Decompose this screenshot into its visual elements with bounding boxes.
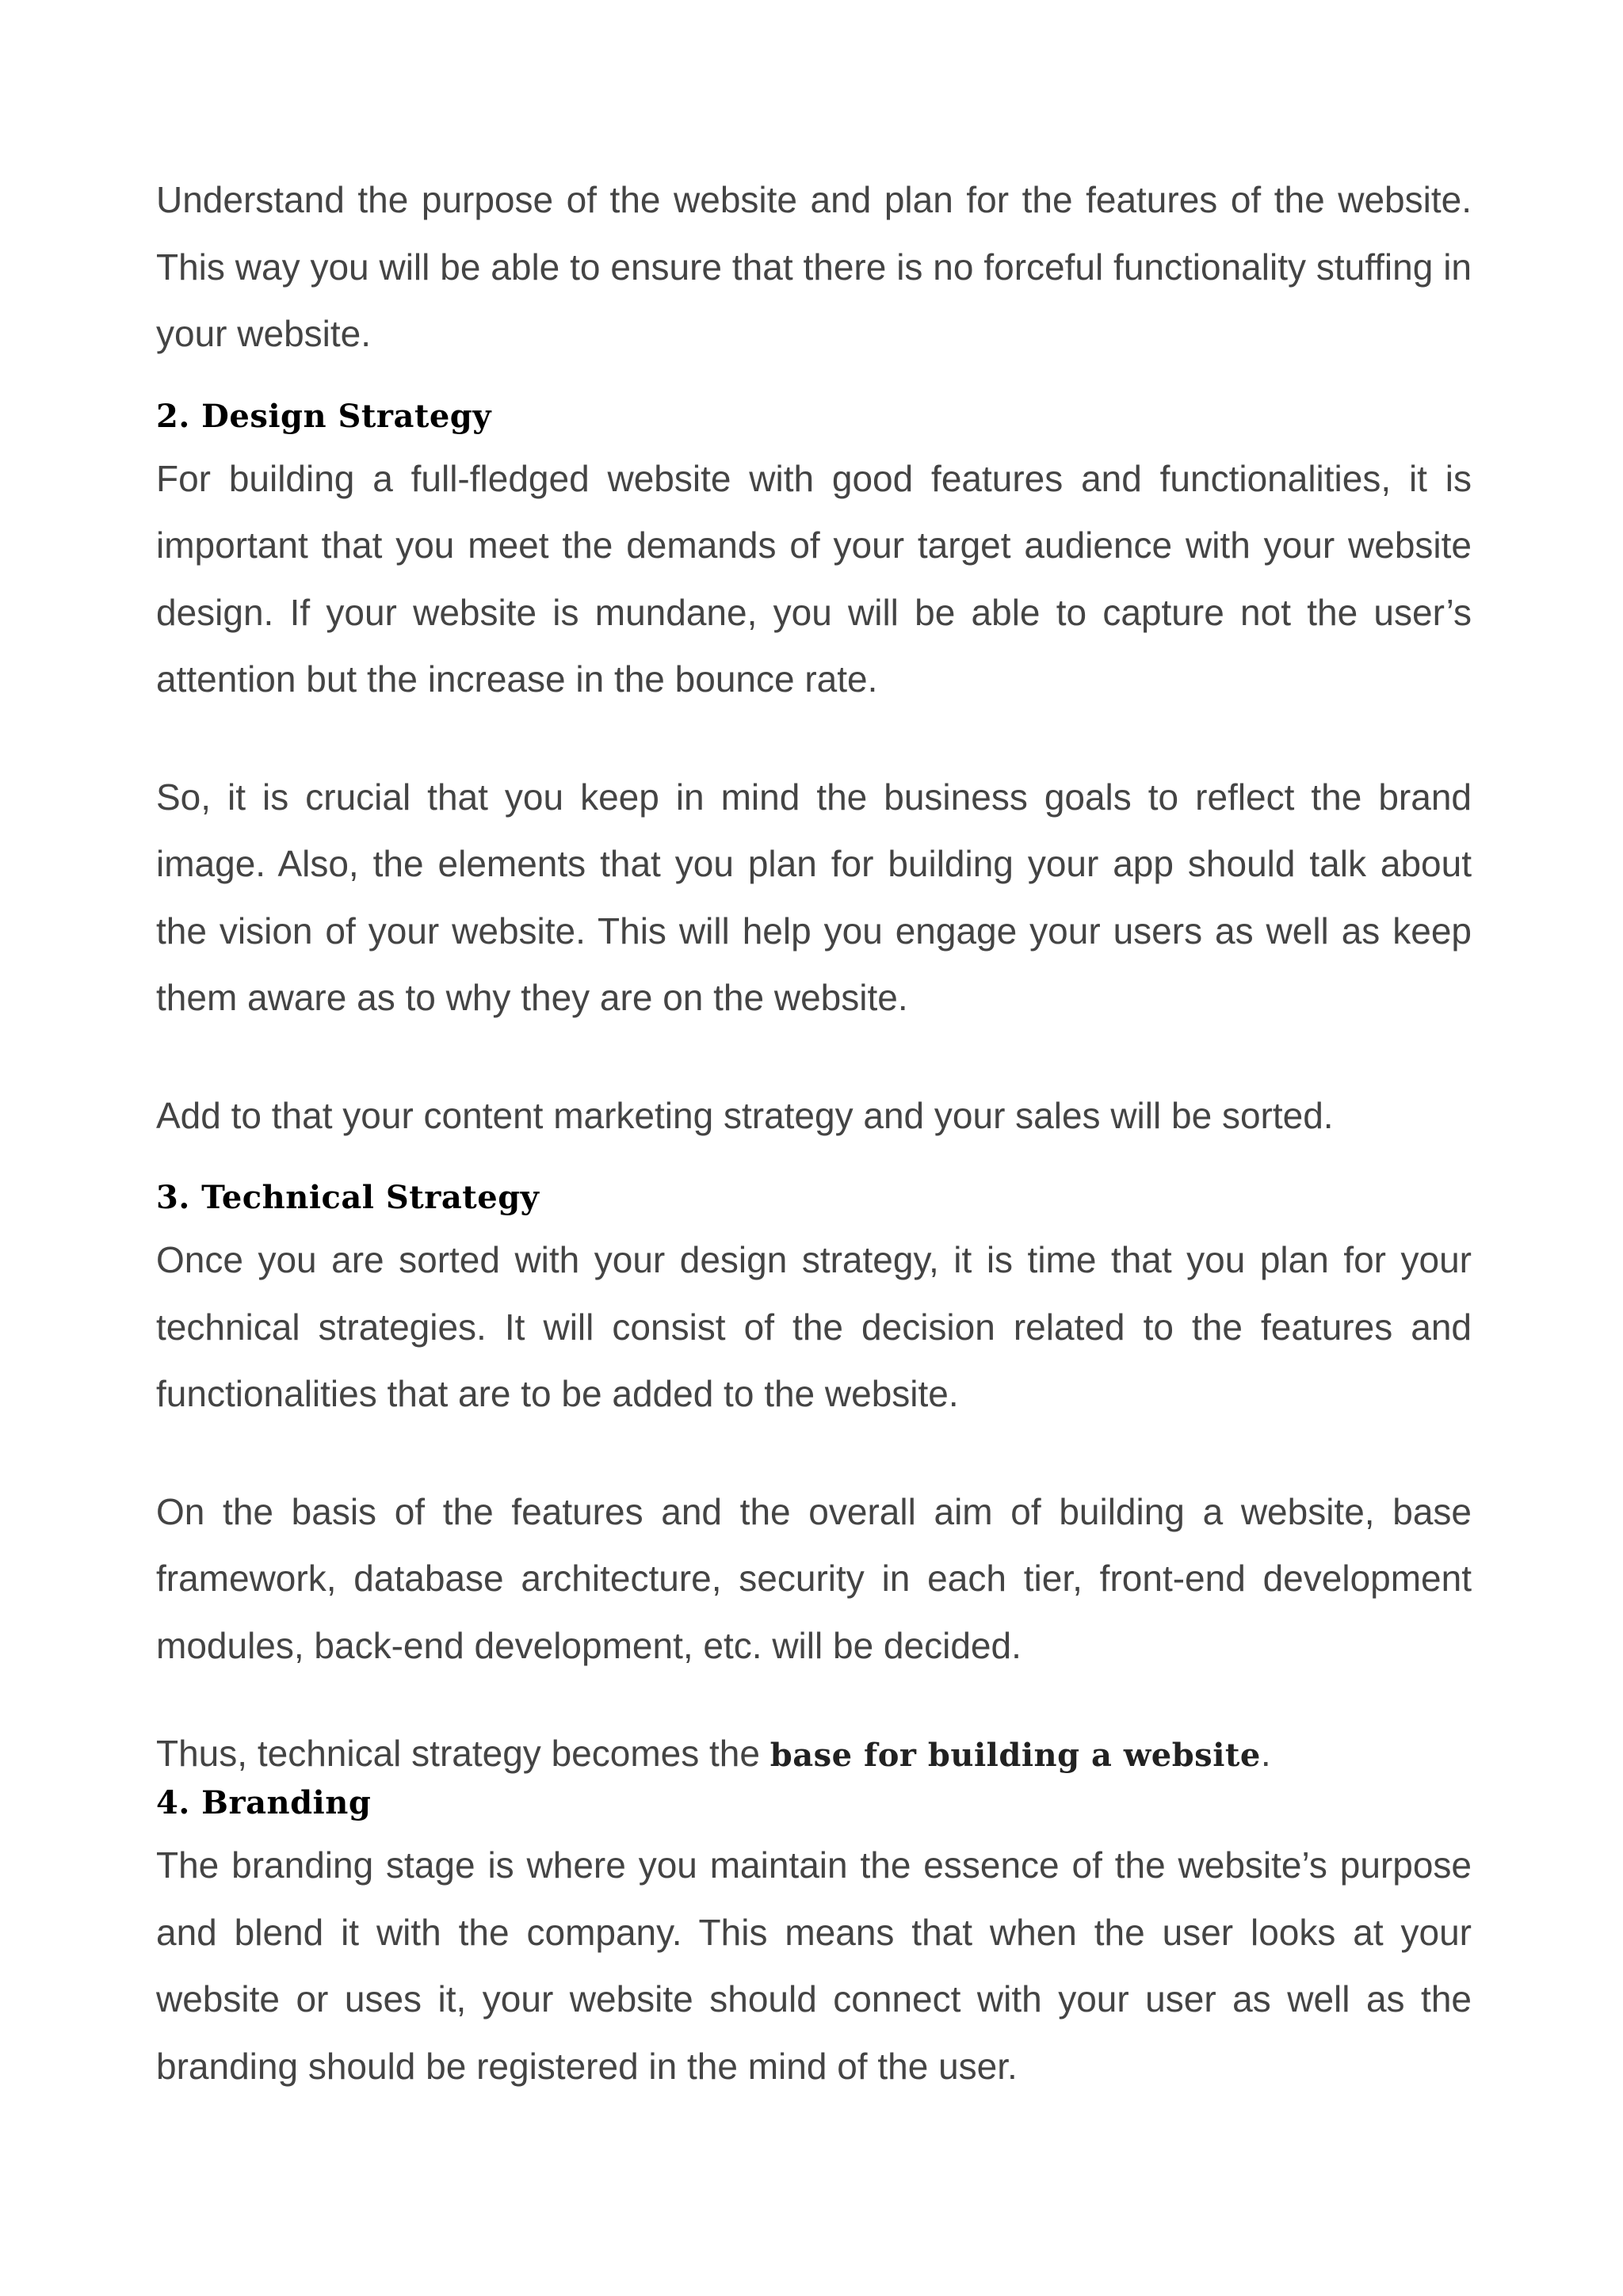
technical-paragraph-3-suffix: . <box>1260 1733 1271 1774</box>
design-paragraph-2: So, it is crucial that you keep in mind the business goals to reflect the brand image. Also, the elements that you plan for building your app should talk about the vision of your website. This will help you engage your users as well as keep them aware as to why they are on the website. <box>156 776 1472 1018</box>
heading-design-strategy: 2. Design Strategy <box>156 397 492 435</box>
design-paragraph-3: Add to that your content marketing strategy and your sales will be sorted. <box>156 1094 1334 1136</box>
intro-paragraph: Understand the purpose of the website and plan for the features of the website. This way you will be able to ensure that there is no forceful functionality stuffing in your website. <box>156 179 1472 354</box>
design-paragraph-1: For building a full-fledged website with good features and functionalities, it is important that you meet the demands of your target audience with your website design. If your website is mundane, you will be able to capture not the user’s attention but the increase in the bounce rate. <box>156 457 1472 700</box>
technical-paragraph-3 <box>156 1730 1472 1779</box>
technical-paragraph-1: Once you are sorted with your design strategy, it is time that you plan for your technical strategies. It will consist of the decision related to the features and functionalities that are to be added to the website. <box>156 1239 1472 1414</box>
technical-paragraph-3-bold: base for building a website <box>769 1737 1261 1774</box>
technical-paragraph-2: On the basis of the features and the overall aim of building a website, base framework, database architecture, security in each tier, front-end development modules, back-end development, etc. will be decided. <box>156 1490 1472 1666</box>
heading-technical-strategy: 3. Technical Strategy <box>156 1179 540 1216</box>
heading-branding: 4. Branding <box>156 1784 372 1821</box>
branding-paragraph-1: The branding stage is where you maintain the essence of the website’s purpose and blend it with the company. This means that when the user looks at your website or uses it, your website should connect with your user as well as the branding should be registered in the mind of the user. <box>156 1844 1472 2087</box>
document-body <box>156 166 1472 2100</box>
technical-paragraph-3-prefix: Thus, technical strategy becomes the <box>156 1733 770 1774</box>
